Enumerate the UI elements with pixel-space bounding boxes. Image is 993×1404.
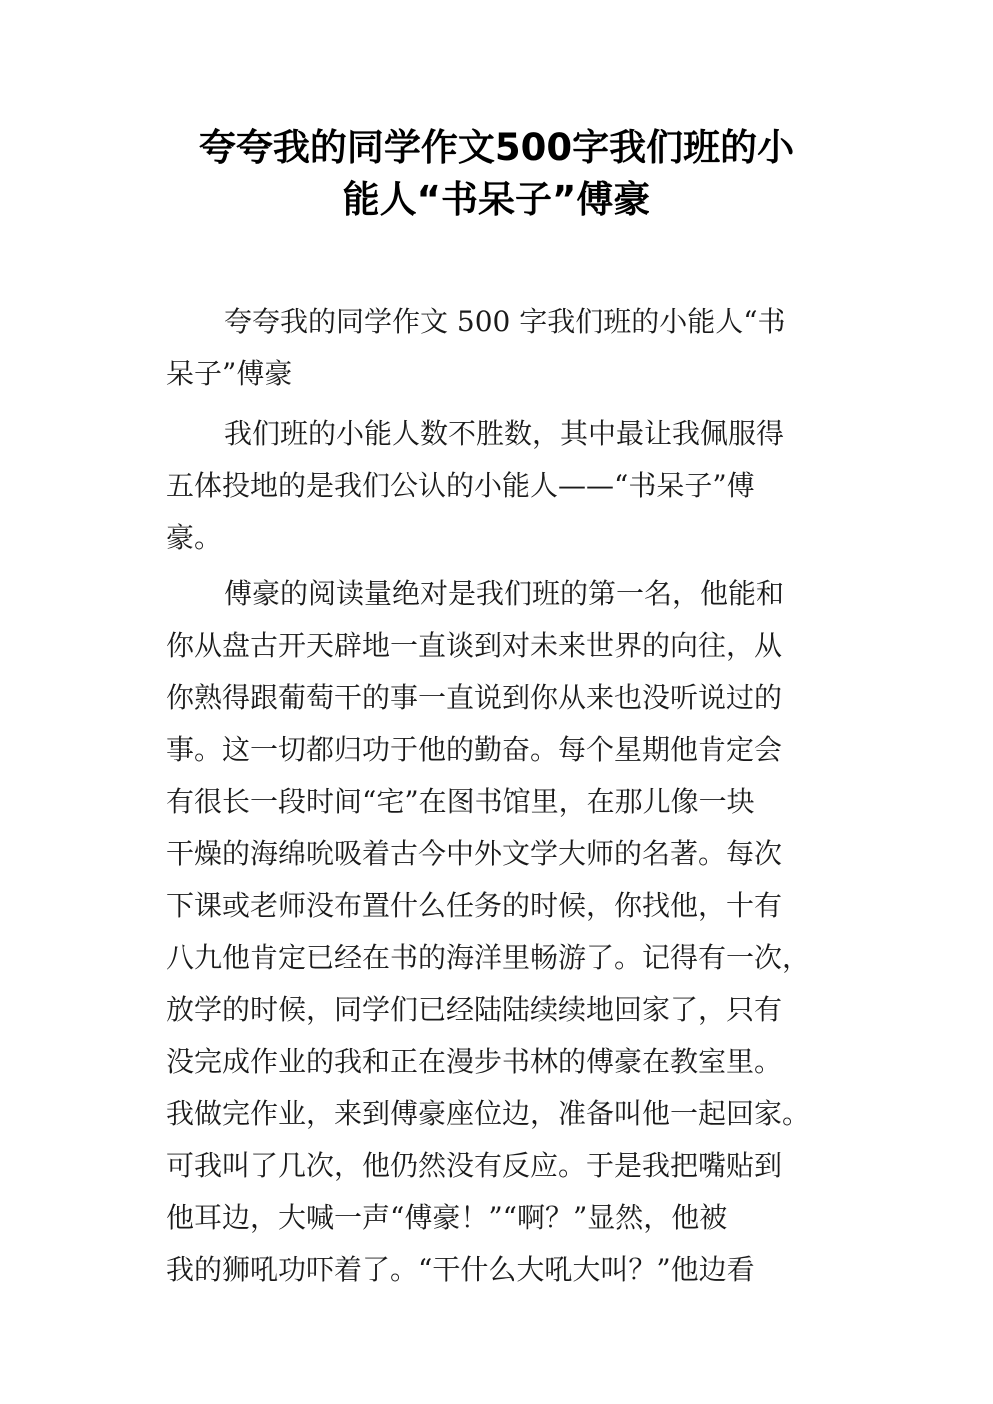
body-line: 下课或老师没布置什么任务的时候，你找他，十有 [166,889,783,922]
title-line-1: 夸夸我的同学作文500字我们班的小 [198,126,795,169]
body-line: 事。这一切都归功于他的勤奋。每个星期他肯定会 [166,733,783,766]
body-line: 你从盘古开天辟地一直谈到对未来世界的向往，从 [166,629,783,662]
body-line: 夸夸我的同学作文 500 字我们班的小能人“书 [224,305,786,338]
title-line-2: 能人“书呆子”傅豪 [342,178,651,221]
body-line: 可我叫了几次，他仍然没有反应。于是我把嘴贴到 [166,1149,783,1182]
body-line: 他耳边，大喊一声“傅豪！”“啊？”显然，他被 [166,1201,728,1234]
body-line: 放学的时候，同学们已经陆陆续续地回家了，只有 [166,993,783,1026]
body-line: 干燥的海绵吮吸着古今中外文学大师的名著。每次 [166,837,783,870]
body-line: 八九他肯定已经在书的海洋里畅游了。记得有一次， [166,941,811,974]
body-line: 呆子”傅豪 [166,357,293,390]
body-line: 我的狮吼功吓着了。“干什么大吼大叫？”他边看 [166,1253,755,1286]
body-line: 傅豪的阅读量绝对是我们班的第一名，他能和 [224,577,785,610]
body-line: 我做完作业，来到傅豪座位边，准备叫他一起回家。 [166,1097,811,1130]
body-line: 豪。 [166,521,223,554]
body-line: 没完成作业的我和正在漫步书林的傅豪在教室里。 [166,1045,783,1078]
body-line: 有很长一段时间“宅”在图书馆里，在那儿像一块 [166,785,755,818]
body-line: 五体投地的是我们公认的小能人——“书呆子”傅 [166,469,755,502]
body-line: 你熟得跟葡萄干的事一直说到你从来也没听说过的 [166,681,783,714]
body-line: 我们班的小能人数不胜数，其中最让我佩服得 [224,417,785,450]
document-title [150,122,843,226]
